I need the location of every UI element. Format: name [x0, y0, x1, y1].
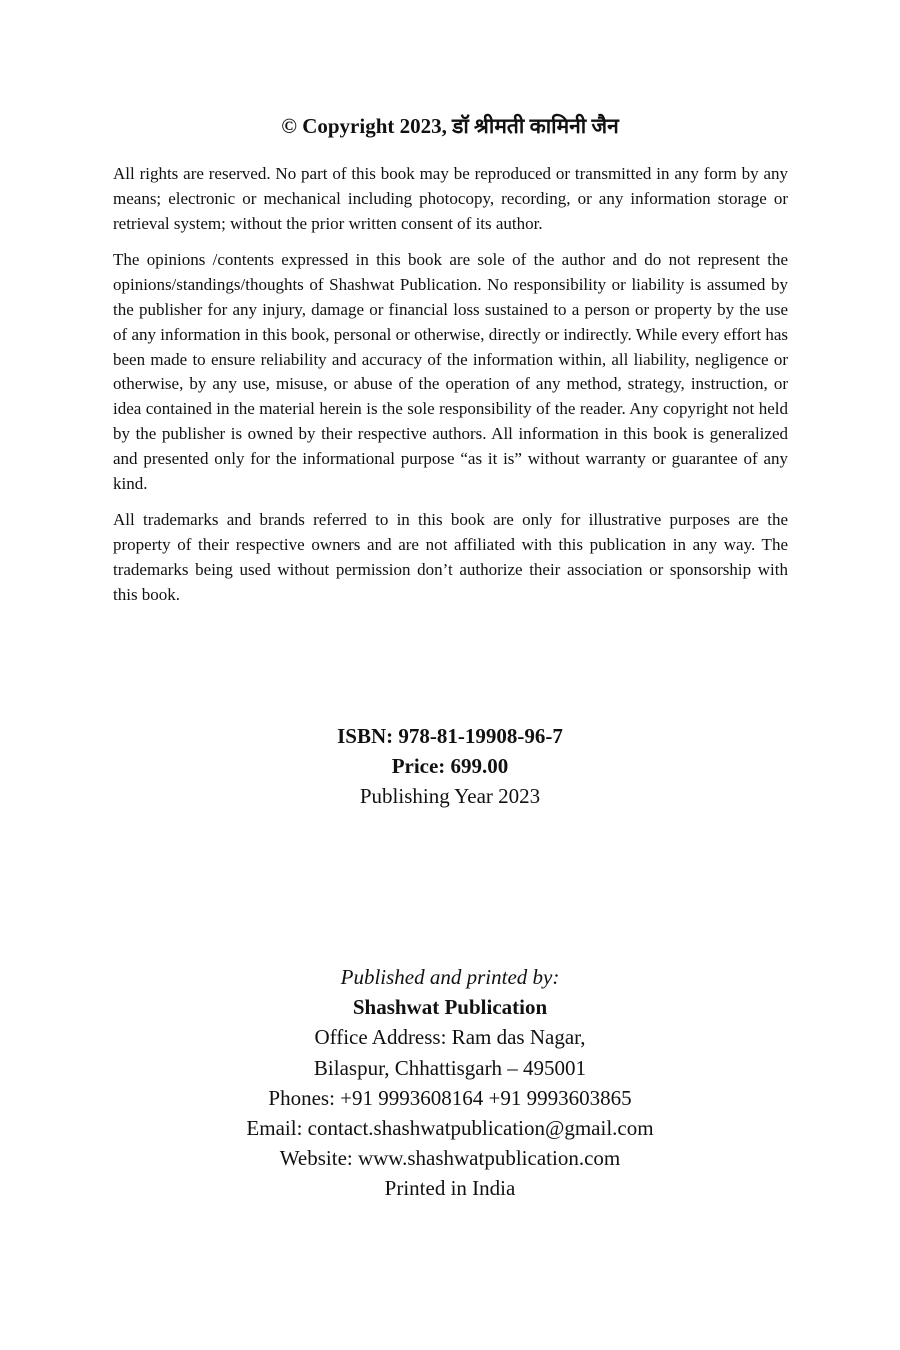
office-address-line1: Office Address: Ram das Nagar, — [314, 1025, 586, 1050]
phones: Phones: +91 9993608164 +91 9993603865 — [268, 1085, 632, 1110]
book-info — [0, 721, 900, 811]
publishing-year: Publishing Year 2023 — [359, 784, 541, 808]
rights-reserved-paragraph: All rights are reserved. No part of this book may be reproduced or transmitted in any form by any means; electronic or mechanical including photocopy, recording, or any information storage or retrieval system; without the prior written consent of its author. — [113, 164, 788, 233]
isbn: ISBN: 978-81-19908-96-7 — [337, 724, 563, 748]
disclaimer-paragraph: The opinions /contents expressed in this book are sole of the author and do not represent the opinions/standings/thoughts of Shashwat Publication. No responsibility or liability is assumed by the publisher for any injury, damage or financial loss sustained to a person or property by the use of any information in this book, personal or otherwise, directly or indirectly. While every effort has been made to ensure reliability and accuracy of the information within, all liability, negligence or otherwise, by any use, misuse, or abuse of the operation of any method, strategy, instruction, or idea contained in the material herein is the sole responsibility of the reader. Any copyright not held by the publisher is owned by their respective authors. All information in this book is generalized and presented only for the informational purpose “as it is” without warranty or guarantee of any kind. — [113, 250, 788, 493]
price: Price: 699.00 — [391, 754, 509, 778]
publisher-info — [0, 962, 900, 1204]
published-by-label: Published and printed by: — [340, 965, 560, 989]
website: Website: www.shashwatpublication.com — [279, 1146, 621, 1171]
legal-notice — [113, 162, 788, 620]
printed-in: Printed in India — [384, 1176, 516, 1201]
copyright-title: © Copyright 2023, डॉ श्रीमती कामिनी जैन — [281, 114, 619, 138]
trademarks-paragraph: All trademarks and brands referred to in this book are only for illustrative purposes are the property of their respective owners and are not affiliated with this publication in any way. The trademarks being used without permission don’t authorize their association or sponsorship with this book. — [113, 510, 788, 604]
publisher-name: Shashwat Publication — [352, 995, 548, 1020]
office-address-line2: Bilaspur, Chhattisgarh – 495001 — [313, 1055, 587, 1080]
email: Email: contact.shashwatpublication@gmail.com — [246, 1116, 654, 1141]
